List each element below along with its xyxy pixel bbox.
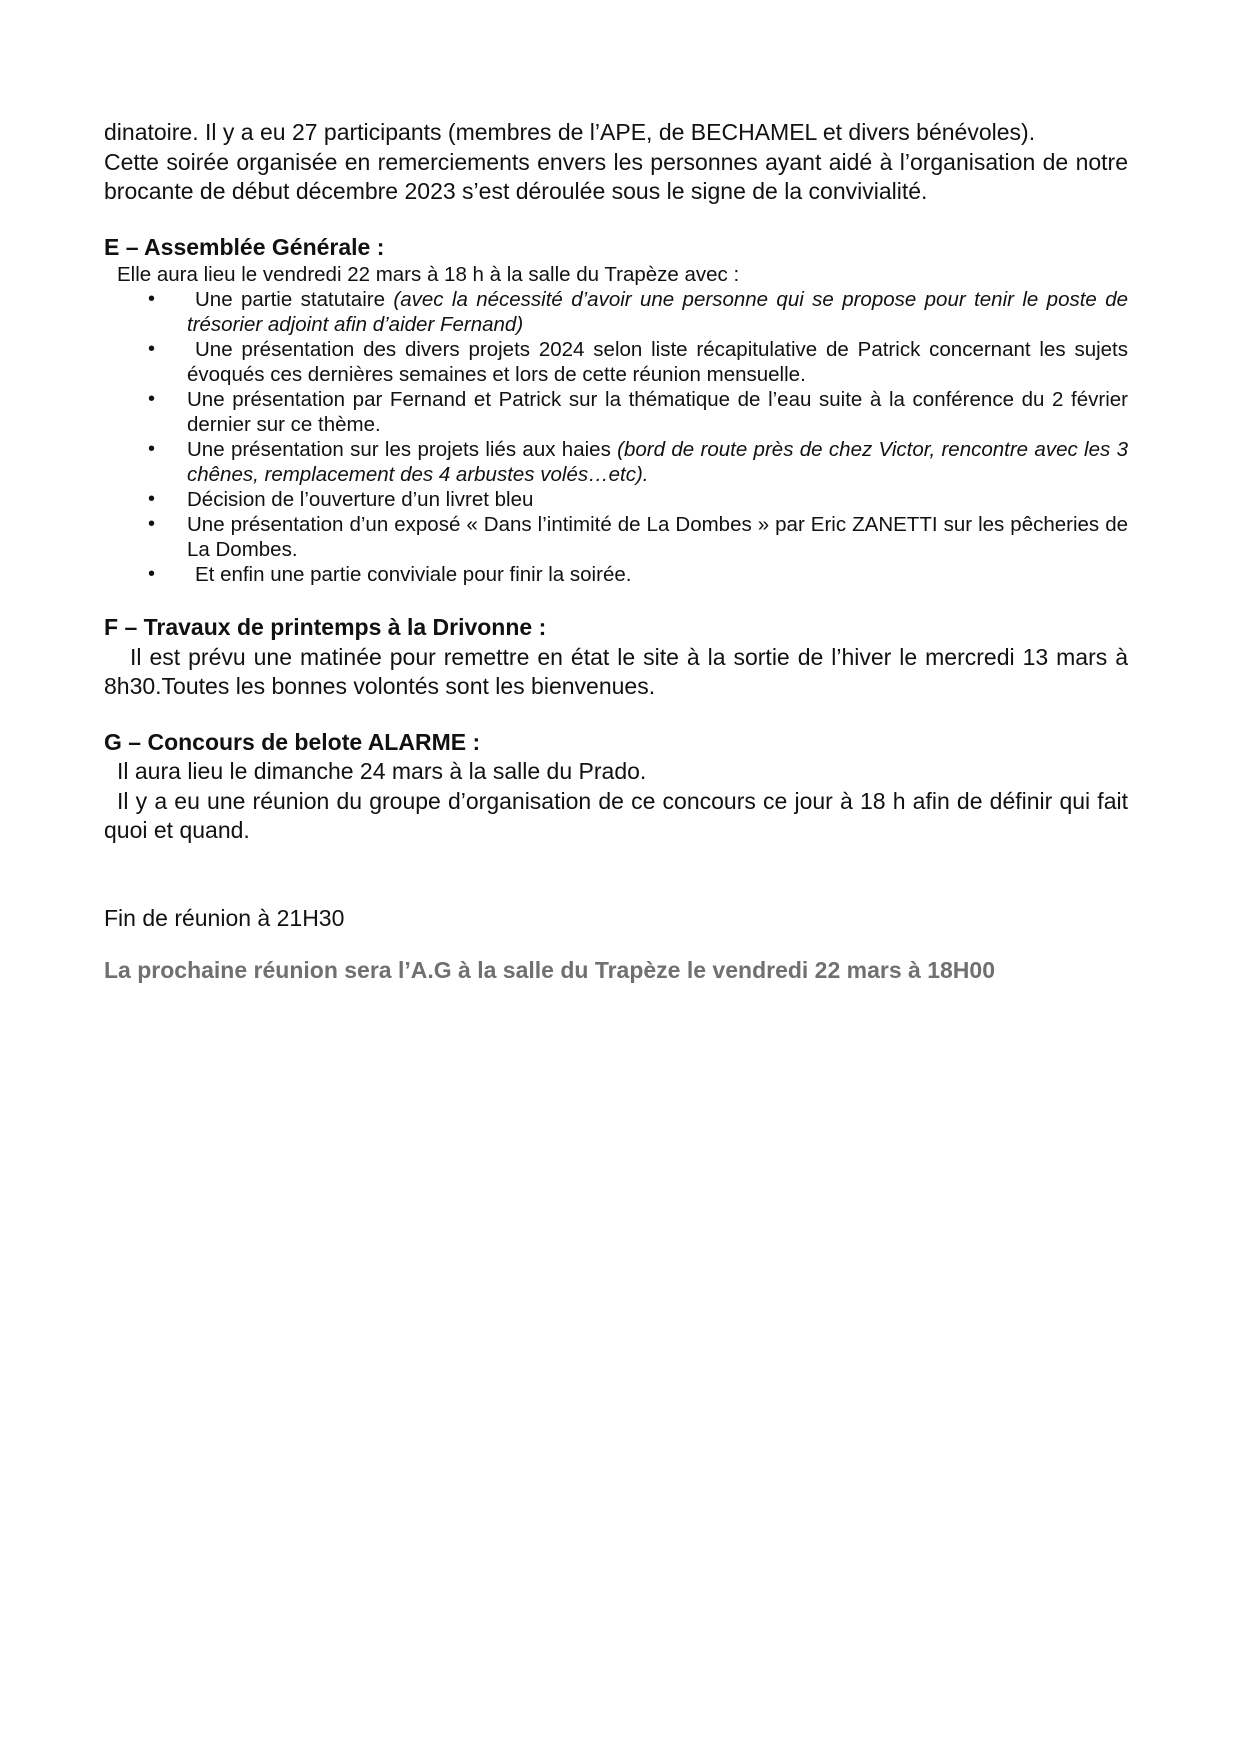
list-item-text: Une présentation sur les projets liés aux haies [187,438,611,461]
section-e-intro: Elle aura lieu le vendredi 22 mars à 18 h à la salle du Trapèze avec : [117,263,740,286]
list-item-text: Et enfin une partie conviviale pour finir la soirée. [195,563,632,586]
list-item [104,562,1128,587]
next-meeting-note: La prochaine réunion sera l’A.G à la salle du Trapèze le vendredi 22 mars à 18H00 [104,957,995,983]
bullet-icon: • [148,388,156,410]
list-item [104,487,1128,512]
section-f [104,613,1128,702]
list-item-text: Une présentation par Fernand et Patrick sur la thématique de l’eau suite à la conférence du 2 février dernier sur ce thème. [187,388,1128,436]
bullet-icon: • [148,288,156,310]
intro-paragraph: Cette soirée organisée en remerciements envers les personnes ayant aidé à l’organisation de notre brocante de début décembre 2023 s’est déroulée sous le signe de la convivialité. [104,148,1128,204]
meeting-end-note: Fin de réunion à 21H30 [104,904,345,931]
list-item [104,287,1128,337]
bullet-icon: • [148,488,156,510]
list-item-text: Décision de l’ouverture d’un livret bleu [187,488,534,511]
bullet-icon: • [148,513,156,535]
bullet-icon: • [148,338,156,360]
section-g-title: G – Concours de belote ALARME : [104,728,481,755]
section-g-line-1: Il aura lieu le dimanche 24 mars à la salle du Prado. [117,758,647,784]
section-e-list [104,287,1128,587]
list-item [104,387,1128,437]
list-item-italic: (bord de route près de chez Victor, rencontre avec les 3 chênes, remplacement des 4 arbustes volés…etc). [187,438,1129,486]
list-item [104,512,1128,562]
section-e-title: E – Assemblée Générale : [104,233,385,260]
section-f-title: F – Travaux de printemps à la Drivonne : [104,614,547,640]
intro-line-1: dinatoire. Il y a eu 27 participants (membres de l’APE, de BECHAMEL et divers bénévoles). [104,119,1036,145]
document-page [104,118,1128,1009]
section-f-body: Il est prévu une matinée pour remettre en état le site à la sortie de l’hiver le mercredi 13 mars à 8h30.Toutes les bonnes volontés sont les bienvenues. [104,643,1128,699]
list-item [104,337,1128,387]
list-item-text: Une présentation des divers projets 2024 selon liste récapitulative de Patrick concernant les sujets évoqués ces dernières semaines et lors de cette réunion mensuelle. [187,338,1128,386]
bullet-icon: • [148,438,156,460]
list-item [104,437,1128,487]
list-item-text: Une partie statutaire [195,288,385,311]
list-item-italic: (avec la nécessité d’avoir une personne qui se propose pour tenir le poste de trésorier adjoint afin d’aider Fernand) [187,288,1128,336]
section-e [104,233,1128,588]
section-g [104,728,1128,846]
section-g-line-2: Il y a eu une réunion du groupe d’organisation de ce concours ce jour à 18 h afin de définir qui fait quoi et quand. [104,787,1128,843]
bullet-icon: • [148,563,156,585]
list-item-text: Une présentation d’un exposé « Dans l’intimité de La Dombes » par Eric ZANETTI sur les pêcheries de La Dombes. [187,513,1128,561]
